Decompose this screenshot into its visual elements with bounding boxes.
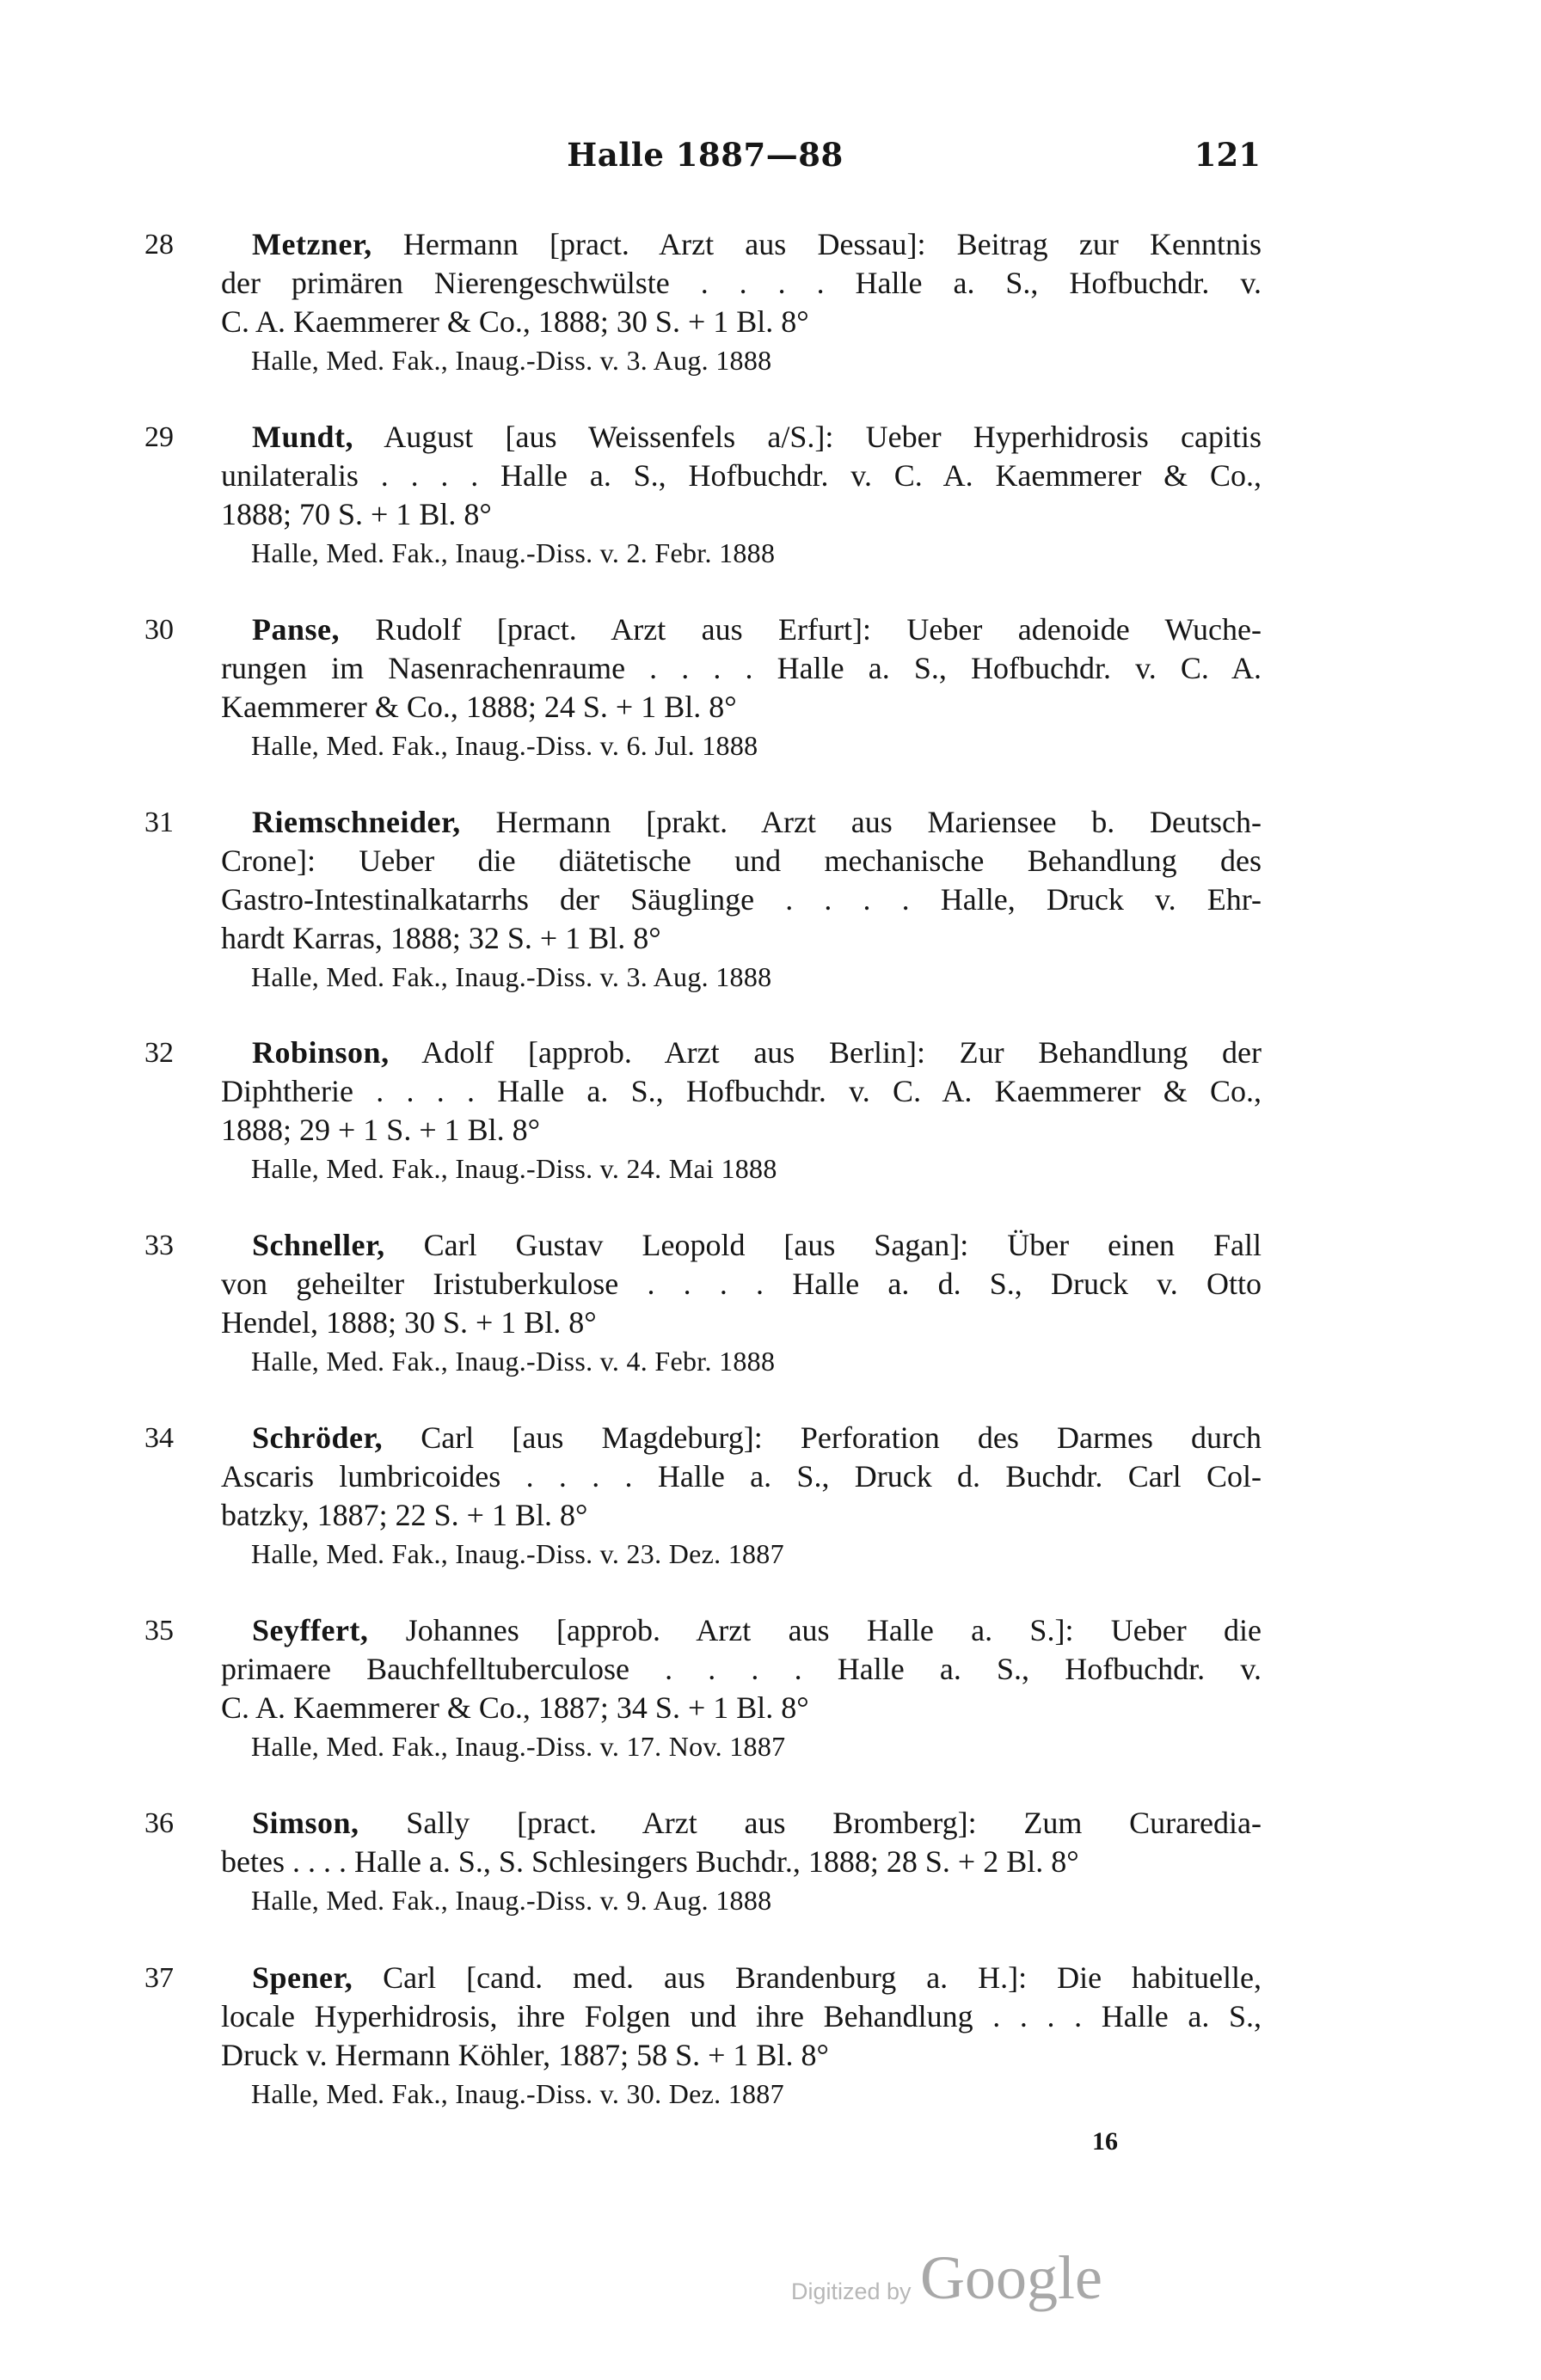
entry-text-line: Diphtherie . . . . Halle a. S., Hofbuchdr. v. C. A. Kaemmerer & Co.,	[221, 1074, 1262, 1108]
entry-text-line: 1888; 70 S. + 1 Bl. 8°	[221, 497, 492, 531]
entry-number: 35	[144, 1615, 174, 1647]
entry-dissertation-info: Halle, Med. Fak., Inaug.-Diss. v. 4. Febr. 1888	[251, 1346, 776, 1377]
entry-author: Metzner,	[252, 227, 372, 261]
entry-text-line: 1888; 29 + 1 S. + 1 Bl. 8°	[221, 1113, 541, 1147]
entry-title-text: Carl Gustav Leopold [aus Sagan]: Über einen Fall	[384, 1228, 1262, 1262]
entry-text-line	[221, 1804, 1262, 1843]
entry-dissertation-info: Halle, Med. Fak., Inaug.-Diss. v. 6. Jul. 1888	[251, 730, 758, 761]
entry-text-line: C. A. Kaemmerer & Co., 1888; 30 S. + 1 Bl. 8°	[221, 304, 809, 339]
watermark-prefix: Digitized by	[791, 2279, 912, 2304]
entry-text-line: Hendel, 1888; 30 S. + 1 Bl. 8°	[221, 1305, 597, 1340]
entry-dissertation-info: Halle, Med. Fak., Inaug.-Diss. v. 9. Aug. 1888	[251, 1885, 772, 1916]
entry-text-line: Crone]: Ueber die diätetische und mechanische Behandlung des	[221, 843, 1262, 878]
entry-text-line: Ascaris lumbricoides . . . . Halle a. S., Druck d. Buchdr. Carl Col-	[221, 1459, 1262, 1494]
entry-number: 32	[144, 1037, 174, 1069]
watermark-logo: Google	[920, 2243, 1102, 2312]
entry-title-text: Rudolf [pract. Arzt aus Erfurt]: Ueber adenoide Wuche-	[340, 612, 1262, 647]
entry-author: Mundt,	[252, 420, 354, 454]
entry-text-line	[221, 418, 1262, 457]
digitized-watermark	[791, 2234, 1152, 2328]
entry-text-line: Druck v. Hermann Köhler, 1887; 58 S. + 1 Bl. 8°	[221, 2038, 829, 2072]
entry-dissertation-info: Halle, Med. Fak., Inaug.-Diss. v. 2. Febr. 1888	[251, 537, 776, 568]
entry-dissertation-info: Halle, Med. Fak., Inaug.-Diss. v. 23. Dez. 1887	[251, 1538, 784, 1569]
entry-text-line: hardt Karras, 1888; 32 S. + 1 Bl. 8°	[221, 921, 661, 955]
entry-text-line: primaere Bauchfelltuberculose . . . . Halle a. S., Hofbuchdr. v.	[221, 1652, 1262, 1686]
entry-author: Schröder,	[252, 1420, 384, 1455]
entry-author: Spener,	[252, 1960, 353, 1995]
entry-dissertation-info: Halle, Med. Fak., Inaug.-Diss. v. 30. Dez. 1887	[251, 2078, 784, 2109]
entry-text-line	[221, 803, 1262, 842]
entry-text-line: C. A. Kaemmerer & Co., 1887; 34 S. + 1 Bl. 8°	[221, 1690, 809, 1725]
page-number: 121	[1194, 136, 1261, 174]
entry-number: 36	[144, 1807, 174, 1839]
entry-text-line: Gastro-Intestinalkatarrhs der Säuglinge . . . . Halle, Druck v. Ehr-	[221, 882, 1262, 917]
entry-text-line	[221, 225, 1262, 264]
entry-text-line: betes . . . . Halle a. S., S. Schlesingers Buchdr., 1888; 28 S. + 2 Bl. 8°	[221, 1844, 1079, 1879]
entry-text-line	[221, 610, 1262, 649]
entry-text-line: von geheilter Iristuberkulose . . . . Halle a. d. S., Druck v. Otto	[221, 1267, 1262, 1301]
entry-title-text: Sally [pract. Arzt aus Bromberg]: Zum Curaredia-	[359, 1806, 1262, 1840]
entry-author: Schneller,	[252, 1228, 385, 1262]
entry-title-text: Hermann [pract. Arzt aus Dessau]: Beitrag zur Kenntnis	[371, 227, 1262, 261]
entry-title-text: Carl [cand. med. aus Brandenburg a. H.]: Die habituelle,	[353, 1960, 1262, 1995]
entry-text-line: rungen im Nasenrachenraume . . . . Halle a. S., Hofbuchdr. v. C. A.	[221, 651, 1262, 685]
entry-author: Simson,	[252, 1806, 359, 1840]
entry-title-text: Hermann [prakt. Arzt aus Mariensee b. Deutsch-	[460, 805, 1262, 839]
entry-number: 31	[144, 807, 174, 838]
entry-text-line	[221, 1419, 1262, 1457]
entry-title-text: Adolf [approb. Arzt aus Berlin]: Zur Behandlung der	[389, 1035, 1262, 1070]
entry-author: Riemschneider,	[252, 805, 461, 839]
entry-number: 34	[144, 1422, 174, 1454]
signature-mark: 16	[1092, 2127, 1118, 2156]
header-title: Halle 1887—88	[567, 136, 844, 174]
entry-author: Robinson,	[252, 1035, 390, 1070]
entry-number: 37	[144, 1962, 174, 1994]
entry-title-text: August [aus Weissenfels a/S.]: Ueber Hyperhidrosis capitis	[353, 420, 1262, 454]
entry-dissertation-info: Halle, Med. Fak., Inaug.-Diss. v. 17. Nov. 1887	[251, 1731, 786, 1762]
entry-text-line: unilateralis . . . . Halle a. S., Hofbuchdr. v. C. A. Kaemmerer & Co.,	[221, 458, 1262, 493]
entry-number: 33	[144, 1230, 174, 1261]
entry-text-line: batzky, 1887; 22 S. + 1 Bl. 8°	[221, 1498, 588, 1532]
entry-text-line	[221, 1611, 1262, 1650]
entry-author: Seyffert,	[252, 1613, 369, 1647]
entry-text-line: der primären Nierengeschwülste . . . . Halle a. S., Hofbuchdr. v.	[221, 266, 1262, 300]
entry-dissertation-info: Halle, Med. Fak., Inaug.-Diss. v. 24. Mai 1888	[251, 1153, 777, 1184]
entry-dissertation-info: Halle, Med. Fak., Inaug.-Diss. v. 3. Aug. 1888	[251, 345, 772, 376]
entry-number: 28	[144, 229, 174, 261]
entry-text-line	[221, 1959, 1262, 1997]
entry-title-text: Carl [aus Magdeburg]: Perforation des Darmes durch	[383, 1420, 1262, 1455]
entry-dissertation-info: Halle, Med. Fak., Inaug.-Diss. v. 3. Aug. 1888	[251, 961, 772, 992]
entry-author: Panse,	[252, 612, 340, 647]
entry-text-line: Kaemmerer & Co., 1888; 24 S. + 1 Bl. 8°	[221, 690, 737, 724]
entry-number: 30	[144, 614, 174, 646]
entry-text-line	[221, 1034, 1262, 1072]
entry-text-line: locale Hyperhidrosis, ihre Folgen und ihre Behandlung . . . . Halle a. S.,	[221, 1999, 1262, 2033]
entry-text-line	[221, 1226, 1262, 1265]
entry-title-text: Johannes [approb. Arzt aus Halle a. S.]: Ueber die	[368, 1613, 1262, 1647]
entry-number: 29	[144, 421, 174, 453]
